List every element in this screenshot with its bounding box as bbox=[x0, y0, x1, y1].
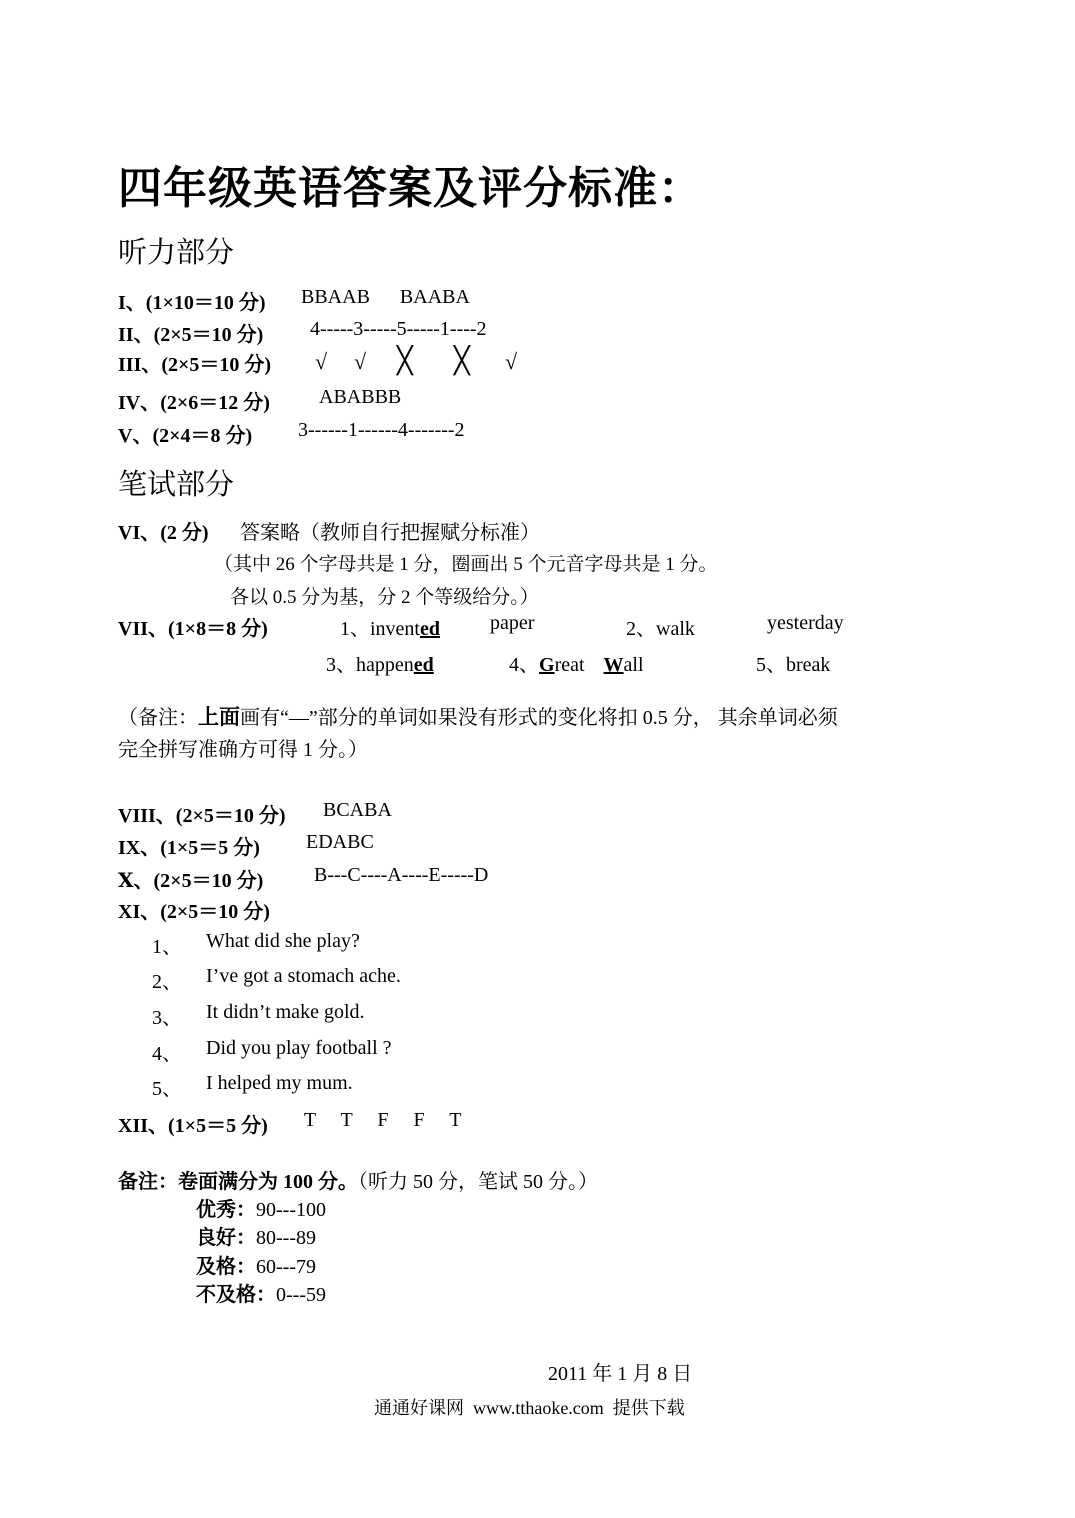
page-title: 四年级英语答案及评分标准： bbox=[118, 164, 703, 213]
answer-word: reat bbox=[554, 654, 585, 676]
item-answer: 3------1------4-------2 bbox=[298, 419, 465, 441]
xi-answer-2 bbox=[152, 965, 401, 994]
answer-row-11 bbox=[118, 895, 270, 924]
item-label: IX、(1×5＝5 分) bbox=[118, 837, 260, 859]
answer-sentence: Did you play football ? bbox=[206, 1037, 392, 1059]
answer-row-10 bbox=[118, 864, 489, 893]
answer-number: 1、 bbox=[152, 936, 182, 958]
answer-sentence: What did she play? bbox=[206, 930, 360, 952]
grade-row bbox=[196, 1221, 316, 1250]
answer-row-4 bbox=[118, 386, 402, 415]
grade-name: 及格： bbox=[196, 1256, 256, 1278]
vii-answer-5 bbox=[326, 648, 434, 677]
page-footer: 通通好课网 www.tthaoke.com 提供下载 bbox=[374, 1398, 685, 1418]
answer-row-12 bbox=[118, 1109, 462, 1138]
item-answer: 答案略（教师自行把握赋分标准） bbox=[240, 522, 540, 544]
grade-name: 优秀： bbox=[196, 1199, 256, 1221]
grade-range: 60---79 bbox=[256, 1256, 316, 1278]
vii-answer-2: paper bbox=[490, 612, 535, 634]
underlined-suffix: ed bbox=[413, 654, 434, 676]
item-label: I、(1×10＝10 分) bbox=[118, 292, 266, 314]
final-note-detail: （听力 50 分，笔试 50 分。） bbox=[358, 1171, 598, 1193]
item-label: XI、(2×5＝10 分) bbox=[118, 901, 270, 923]
item-answer: BBAAB BAABA bbox=[301, 286, 470, 308]
check-icon: √ bbox=[354, 349, 367, 374]
item-label: V、(2×4＝8 分) bbox=[118, 425, 253, 447]
grade-name: 良好： bbox=[196, 1227, 256, 1249]
grade-row bbox=[196, 1250, 316, 1279]
answer-row-7 bbox=[118, 612, 268, 641]
grade-range: 0---59 bbox=[276, 1284, 326, 1306]
grade-name: 不及格： bbox=[196, 1284, 276, 1306]
grade-range: 80---89 bbox=[256, 1227, 316, 1249]
cross-icon: ╳ bbox=[454, 346, 470, 375]
item-label: VI、(2 分) bbox=[118, 522, 209, 544]
item-label: XII、(1×5＝5 分) bbox=[118, 1115, 268, 1137]
remark-emphasis: 上面 bbox=[198, 705, 240, 729]
writing-heading: 笔试部分 bbox=[118, 467, 235, 501]
item-answer: T T F F T bbox=[304, 1109, 462, 1131]
answer-row-3 bbox=[118, 346, 518, 377]
vii-answer-7: 5、break bbox=[756, 654, 831, 676]
cross-icon: ╳ bbox=[397, 346, 413, 375]
underlined-letter: W bbox=[603, 654, 624, 676]
remark-line-2: 完全拼写准确方可得 1 分。） bbox=[118, 739, 368, 761]
item-answer: ABABBB bbox=[319, 386, 402, 408]
grade-range: 90---100 bbox=[256, 1199, 326, 1221]
grade-row bbox=[196, 1193, 326, 1222]
item-answer: BCABA bbox=[323, 799, 392, 821]
document-date: 2011 年 1 月 8 日 bbox=[548, 1363, 693, 1385]
xi-answer-3 bbox=[152, 1001, 365, 1030]
check-marks bbox=[315, 346, 517, 376]
answer-word: all bbox=[623, 654, 644, 676]
vii-answer-4: yesterday bbox=[767, 612, 844, 634]
answer-row-5 bbox=[118, 419, 465, 448]
vii-answer-3: 2、walk bbox=[626, 618, 695, 640]
remark-prefix: （备注： bbox=[118, 707, 198, 729]
grade-row bbox=[196, 1278, 326, 1307]
answer-word: invent bbox=[370, 618, 420, 640]
item-label: Ⅹ、(2×5＝10 分) bbox=[118, 870, 264, 892]
answer-word: happen bbox=[356, 654, 414, 676]
vii-answer-6 bbox=[509, 648, 644, 677]
remark-line-1 bbox=[118, 701, 838, 731]
item-label: IV、(2×6＝12 分) bbox=[118, 392, 270, 414]
xi-answer-4 bbox=[152, 1037, 392, 1066]
vii-answer-1 bbox=[340, 612, 440, 641]
answer-number: 4、 bbox=[152, 1043, 182, 1065]
item-answer: EDABC bbox=[306, 831, 374, 853]
answer-row-9 bbox=[118, 831, 374, 860]
xi-answer-5 bbox=[152, 1072, 353, 1101]
answer-number: 2、 bbox=[152, 971, 182, 993]
answer-number: 1、 bbox=[340, 618, 370, 640]
xi-answer-1 bbox=[152, 930, 360, 959]
final-note bbox=[118, 1165, 598, 1194]
listening-heading: 听力部分 bbox=[118, 235, 235, 269]
vi-note-line2: 各以 0.5 分为基，分 2 个等级给分。） bbox=[230, 587, 539, 608]
underlined-letter: G bbox=[539, 654, 555, 676]
answer-row-6 bbox=[118, 516, 540, 545]
answer-number: 3、 bbox=[152, 1007, 182, 1029]
answer-row-1 bbox=[118, 286, 470, 315]
answer-number: 3、 bbox=[326, 654, 356, 676]
answer-sentence: I helped my mum. bbox=[206, 1072, 353, 1094]
item-label: VII、(1×8＝8 分) bbox=[118, 618, 268, 640]
vi-note-line1: （其中 26 个字母共是 1 分，圈画出 5 个元音字母共是 1 分。 bbox=[214, 554, 718, 575]
check-icon: √ bbox=[505, 349, 518, 374]
item-answer: 4-----3-----5-----1----2 bbox=[310, 318, 487, 340]
answer-row-8 bbox=[118, 799, 392, 828]
item-label: III、(2×5＝10 分) bbox=[118, 354, 272, 376]
answer-sentence: It didn’t make gold. bbox=[206, 1001, 365, 1023]
answer-sentence: I’ve got a stomach ache. bbox=[206, 965, 401, 987]
answer-number: 4、 bbox=[509, 654, 539, 676]
item-label: VIII、(2×5＝10 分) bbox=[118, 805, 286, 827]
underlined-suffix: ed bbox=[420, 618, 440, 640]
item-answer: B---C----A----E-----D bbox=[314, 864, 489, 886]
check-icon: √ bbox=[315, 349, 328, 374]
answer-number: 5、 bbox=[152, 1078, 182, 1100]
remark-text: 画有“—”部分的单词如果没有形式的变化将扣 0.5 分， 其余单词必须 bbox=[240, 707, 838, 729]
final-note-label: 备注：卷面满分为 100 分。 bbox=[118, 1171, 358, 1193]
answer-row-2 bbox=[118, 318, 487, 347]
item-label: II、(2×5＝10 分) bbox=[118, 324, 264, 346]
